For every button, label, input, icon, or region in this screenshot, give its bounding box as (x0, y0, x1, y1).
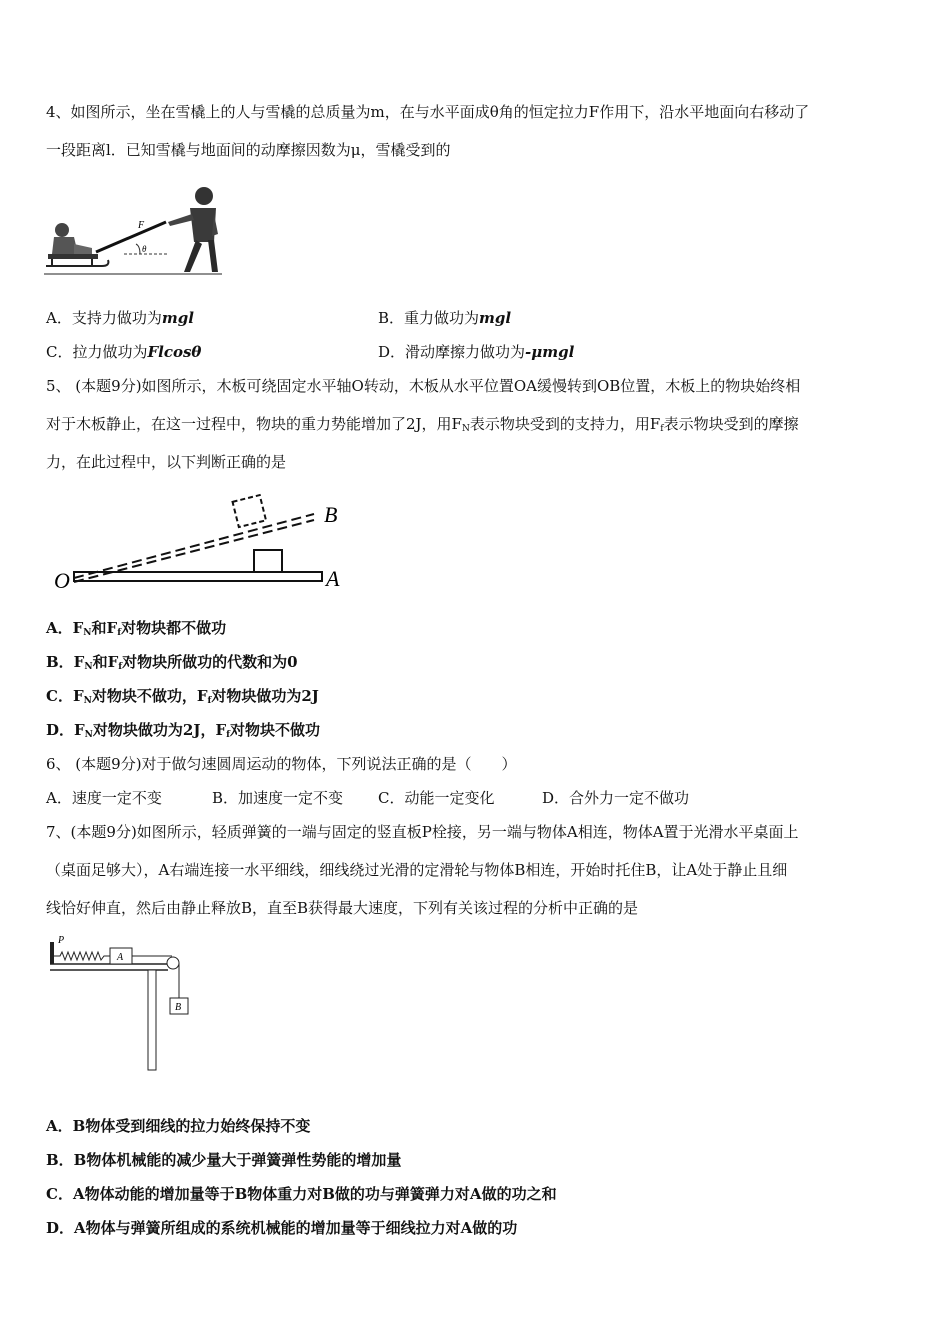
q7-fig-label-P: P (58, 935, 65, 946)
q7-option-D[interactable]: D．A物体与弹簧所组成的系统机械能的增加量等于细线拉力对A做的功 (46, 1219, 518, 1237)
q6-option-C[interactable]: C．动能一定变化 (378, 789, 495, 807)
q5-option-A[interactable]: A．$F_N$和$F_f$对物块都不做功 (46, 619, 227, 638)
q7-fig-label-B: B (175, 1002, 182, 1013)
q6-stem: 6、 (本题9分)对于做匀速圆周运动的物体，下列说法正确的是（ ） (46, 755, 517, 773)
q5-option-B[interactable]: B．$F_N$和$F_f$对物块所做功的代数和为0 (46, 653, 298, 672)
q4-option-A[interactable] (46, 308, 194, 328)
q7-stem-line3: 线恰好伸直，然后由静止释放B，直至B获得最大速度，下列有关该过程的分析中正确的是 (46, 899, 639, 917)
q4-option-C-text: C．拉力做功为 (46, 343, 148, 361)
q4-option-C[interactable] (46, 342, 201, 362)
q5-stem-line3: 力，在此过程中，以下判断正确的是 (46, 453, 287, 471)
q5-fig-label-O: O (54, 568, 70, 592)
q6-option-D[interactable]: D．合外力一定不做功 (542, 789, 690, 807)
q5-option-C[interactable]: C．$F_N$对物块不做功，$F_f$对物块做功为2J (46, 687, 319, 706)
q4-sled-figure (44, 182, 224, 280)
q5-option-D[interactable]: D．$F_N$对物块做功为2J，$F_f$对物块不做功 (46, 721, 320, 740)
q5-stem-line1: 5、 (本题9分)如图所示，木板可绕固定水平轴O转动，木板从水平位置OA缓慢转到OB位置，木板上的物块始终相 (46, 377, 801, 395)
q5-board-figure (52, 492, 352, 592)
q4-option-D-expr: -μmgl (525, 343, 575, 361)
q4-stem-line2: 一段距离l．已知雪橇与地面间的动摩擦因数为μ，雪橇受到的 (46, 141, 451, 159)
q7-stem-line2: （桌面足够大），A右端连接一水平细线，细线绕过光滑的定滑轮与物体B相连，开始时托住B，让A处于静止且细 (46, 861, 788, 879)
q7-fig-label-A: A (117, 952, 124, 963)
q6-option-A[interactable]: A．速度一定不变 (46, 789, 162, 807)
q4-option-B-text: B．重力做功为 (378, 309, 480, 327)
q7-stem-line1: 7、(本题9分)如图所示，轻质弹簧的一端与固定的竖直板P栓接，另一端与物体A相连，物体A置于光滑水平桌面上 (46, 823, 799, 841)
q5-fig-label-A: A (326, 566, 340, 591)
q5-fig-label-B: B (324, 502, 338, 527)
q4-option-C-expr: Flcosθ (147, 343, 202, 361)
q6-option-B[interactable]: B．加速度一定不变 (212, 789, 344, 807)
q4-option-B[interactable] (378, 308, 511, 328)
q4-fig-label-theta: θ (142, 244, 147, 254)
q7-option-A[interactable]: A．B物体受到细线的拉力始终保持不变 (46, 1117, 311, 1135)
q4-option-B-expr: mgl (479, 309, 512, 327)
q4-stem-line1: 4、如图所示，坐在雪橇上的人与雪橇的总质量为m，在与水平面成θ角的恒定拉力F作用下，沿水平地面向右移动了 (46, 103, 810, 121)
q7-option-C[interactable]: C．A物体动能的增加量等于B物体重力对B做的功与弹簧弹力对A做的功之和 (46, 1185, 557, 1203)
q5-stem-line2: 对于木板静止，在这一过程中，物块的重力势能增加了2J，用$F_N$表示物块受到的支持力，用$F_f$表示物块受到的摩擦 (46, 415, 799, 434)
q4-option-A-text: A．支持力做功为 (46, 309, 162, 327)
q4-option-A-expr: mgl (161, 309, 194, 327)
q4-option-D-text: D．滑动摩擦力做功为 (378, 343, 526, 361)
q7-option-B[interactable]: B．B物体机械能的减少量大于弹簧弹性势能的增加量 (46, 1151, 402, 1169)
q7-spring-pulley-figure (46, 930, 206, 1072)
q4-fig-label-F: F (138, 220, 145, 231)
q4-option-D[interactable] (378, 342, 574, 362)
